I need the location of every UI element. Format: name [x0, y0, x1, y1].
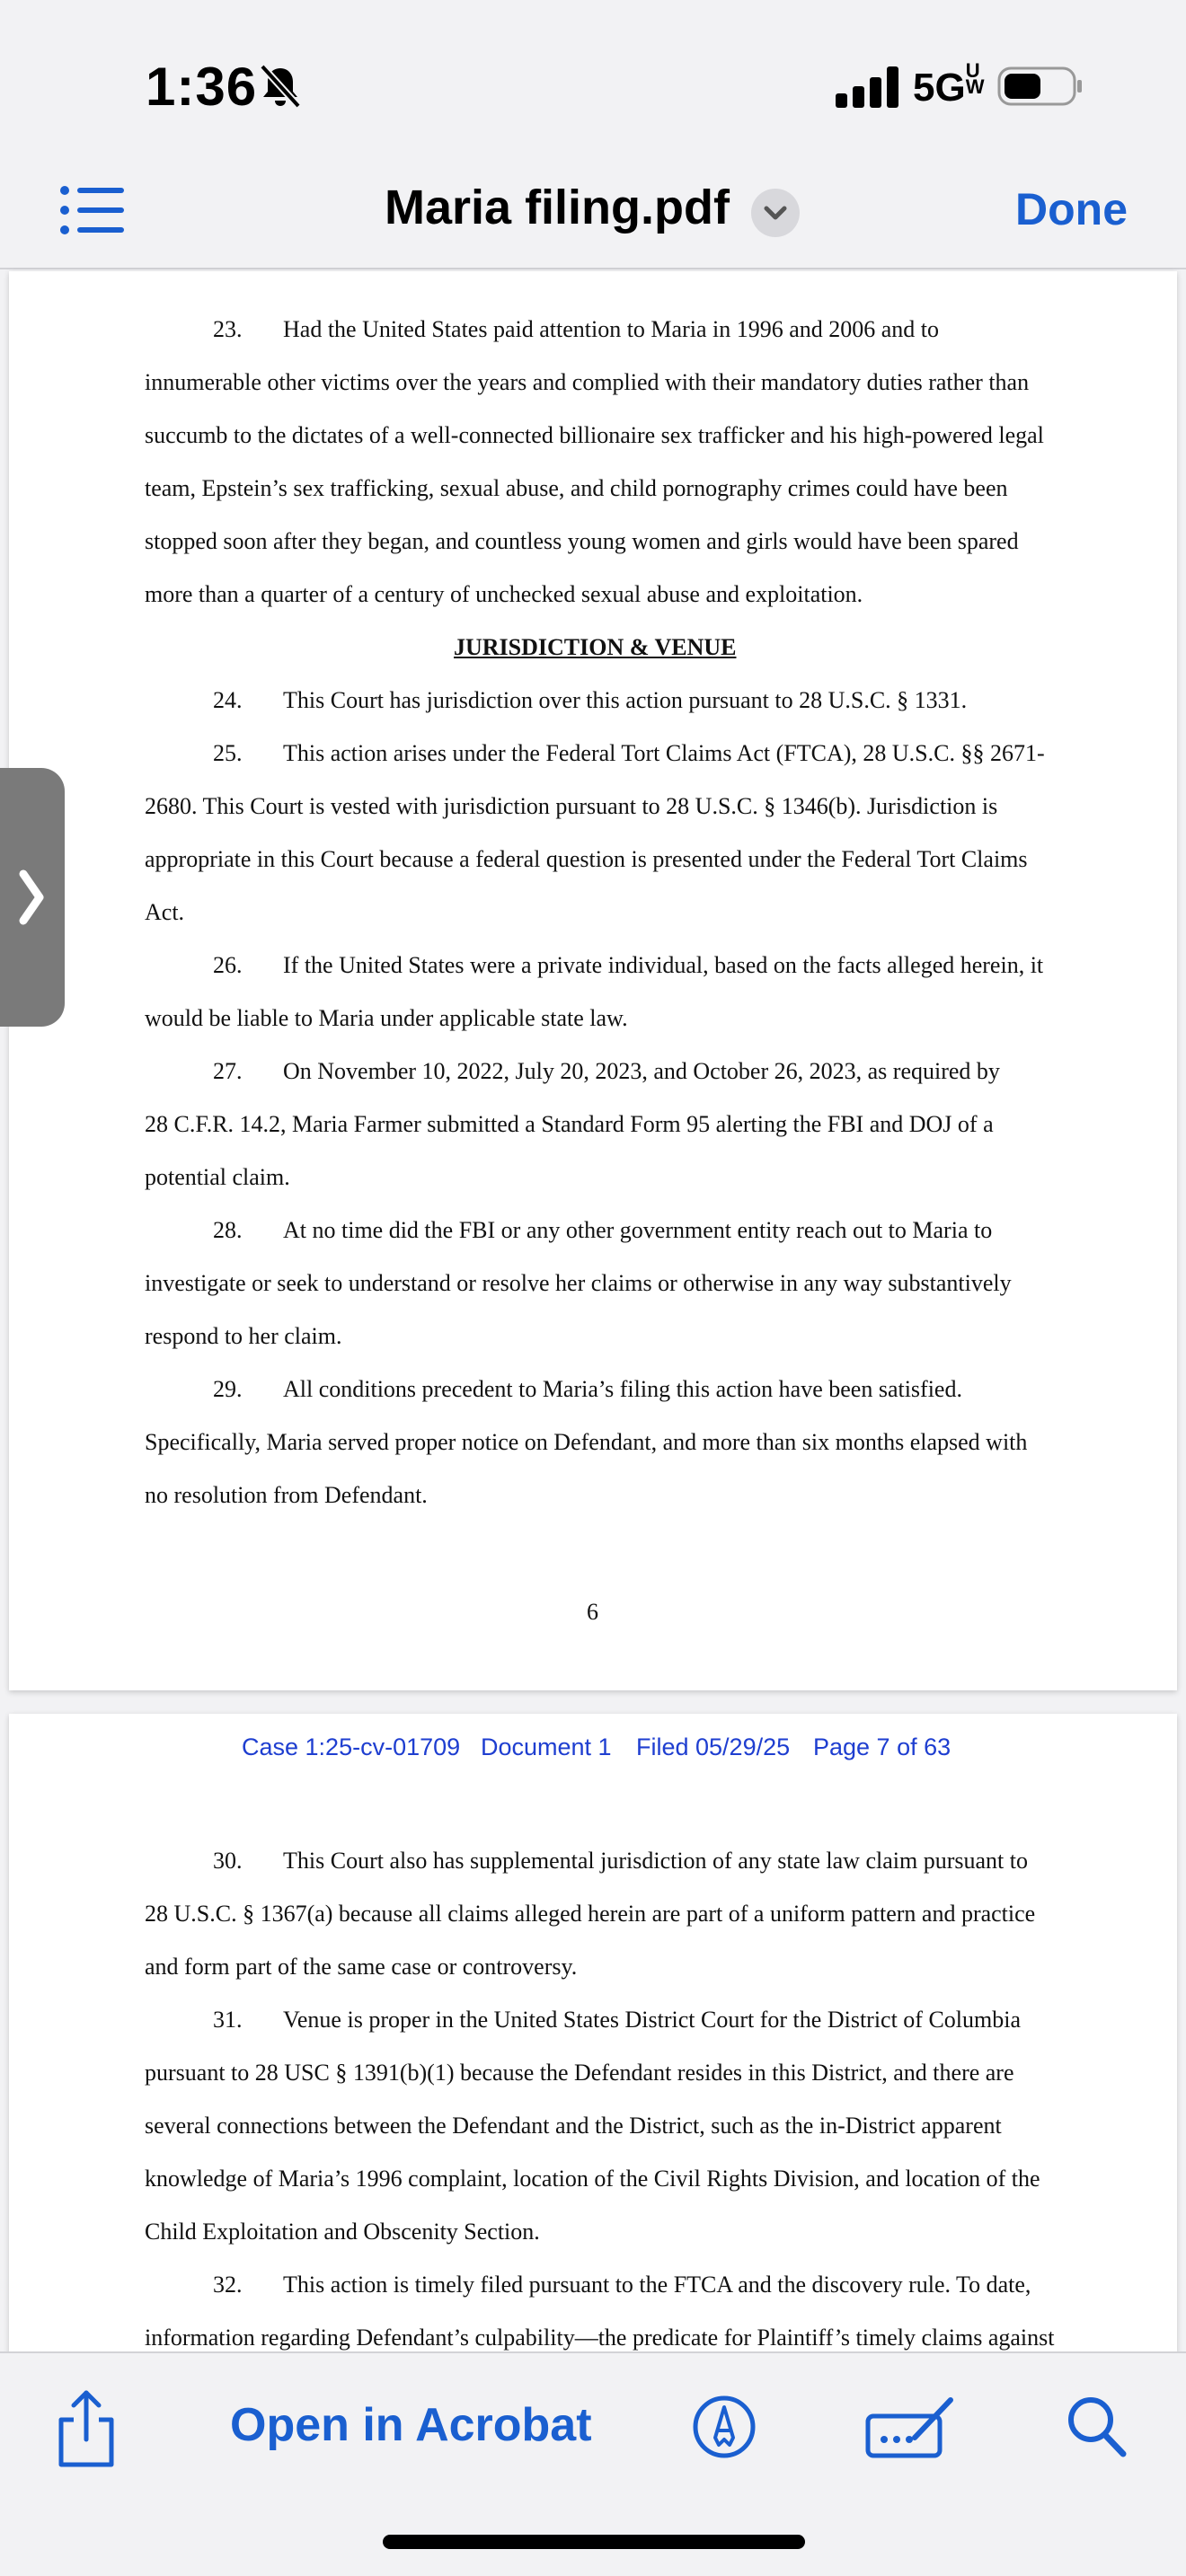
network-type: 5GU W — [913, 59, 985, 110]
paragraph-number: 25. — [213, 740, 243, 766]
home-indicator[interactable] — [383, 2535, 805, 2549]
text-line: 28 U.S.C. § 1367(a) because all claims alleged herein are part of a uniform pattern and practice — [145, 1901, 1036, 1927]
list-icon[interactable] — [59, 183, 124, 237]
paragraph-number: 31. — [213, 2007, 243, 2033]
text-line: pursuant to 28 USC § 1391(b)(1) because the Defendant resides in this District, and there are — [145, 2060, 1014, 2086]
text-line: investigate or seek to understand or resolve her claims or otherwise in any way substantively — [145, 1270, 1012, 1296]
filed-date: Filed 05/29/25 — [636, 1734, 791, 1760]
text-line: several connections between the Defendant and the District, such as the in-District apparent — [145, 2113, 1002, 2139]
text-line: more than a quarter of a century of unchecked sexual abuse and exploitation. — [145, 581, 863, 607]
chevron-down-icon — [751, 189, 800, 237]
text-line: succumb to the dictates of a well-connected billionaire sex trafficker and his high-powered legal — [145, 422, 1044, 448]
text-line: Venue is proper in the United States District Court for the District of Columbia — [283, 2007, 1022, 2033]
document-title: Maria filing.pdf — [385, 181, 730, 234]
page-count: Page 7 of 63 — [813, 1734, 951, 1760]
text-line: information regarding Defendant’s culpability—the predicate for Plaintiff’s timely claims against — [145, 2325, 1055, 2351]
text-line: If the United States were a private individual, based on the facts alleged herein, it — [283, 952, 1044, 978]
markup-icon[interactable] — [692, 2395, 757, 2459]
chevron-right-icon — [0, 768, 65, 1027]
text-line: team, Epstein’s sex trafficking, sexual abuse, and child pornography crimes could have been — [145, 475, 1008, 501]
text-line: On November 10, 2022, July 20, 2023, and October 26, 2023, as required by — [283, 1058, 1000, 1084]
text-line: This Court has jurisdiction over this action pursuant to 28 U.S.C. § 1331. — [283, 687, 968, 713]
thumbnail-drawer-tab[interactable] — [0, 768, 65, 1027]
text-line: 2680. This Court is vested with jurisdiction pursuant to 28 U.S.C. § 1346(b). Jurisdiction is — [145, 793, 998, 819]
signal-icon — [836, 66, 898, 108]
text-line: appropriate in this Court because a federal question is presented under the Federal Tort Claims — [145, 846, 1028, 872]
text-line: This action is timely filed pursuant to the FTCA and the discovery rule. To date, — [283, 2272, 1031, 2298]
nav-bar — [0, 153, 1186, 269]
paragraph-number: 28. — [213, 1217, 243, 1243]
text-line: knowledge of Maria’s 1996 complaint, location of the Civil Rights Division, and location of the — [145, 2166, 1040, 2192]
text-line: This Court also has supplemental jurisdiction of any state law claim pursuant to — [283, 1848, 1028, 1874]
text-line: and form part of the same case or controversy. — [145, 1954, 578, 1980]
document-number: Document 1 — [481, 1734, 612, 1760]
section-heading: JURISDICTION & VENUE — [454, 634, 737, 660]
open-in-acrobat-button[interactable]: Open in Acrobat — [230, 2399, 592, 2451]
share-icon[interactable] — [54, 2389, 119, 2468]
paragraph-number: 23. — [213, 316, 243, 342]
text-line: would be liable to Maria under applicable state law. — [145, 1005, 628, 1031]
bell-slash-icon — [257, 63, 304, 110]
text-line: This action arises under the Federal Tort Claims Act (FTCA), 28 U.S.C. §§ 2671- — [283, 740, 1045, 766]
done-button[interactable]: Done — [1015, 184, 1128, 234]
page-number: 6 — [587, 1599, 598, 1625]
paragraph-number: 26. — [213, 952, 243, 978]
title-menu-button[interactable] — [751, 189, 800, 237]
text-line: Had the United States paid attention to Maria in 1996 and 2006 and to — [283, 316, 940, 342]
paragraph-number: 30. — [213, 1848, 243, 1874]
status-bar — [0, 0, 1186, 153]
status-time: 1:36 — [146, 57, 258, 117]
text-line: innumerable other victims over the years and complied with their mandatory duties rather than — [145, 369, 1030, 395]
text-line: At no time did the FBI or any other government entity reach out to Maria to — [283, 1217, 993, 1243]
text-line: All conditions precedent to Maria’s filing this action have been satisfied. — [283, 1376, 962, 1402]
text-line: Child Exploitation and Obscenity Section. — [145, 2219, 540, 2245]
case-number: Case 1:25-cv-01709 — [242, 1734, 461, 1760]
paragraph-number: 29. — [213, 1376, 243, 1402]
paragraph-number: 32. — [213, 2272, 243, 2298]
paragraph-number: 24. — [213, 687, 243, 713]
text-line: no resolution from Defendant. — [145, 1482, 428, 1508]
battery-icon — [997, 65, 1084, 108]
text-line: respond to her claim. — [145, 1323, 342, 1349]
text-line: Specifically, Maria served proper notice on Defendant, and more than six months elapsed with — [145, 1429, 1028, 1455]
paragraph-number: 27. — [213, 1058, 243, 1084]
text-line: potential claim. — [145, 1164, 290, 1190]
text-line: stopped soon after they began, and countless young women and girls would have been spared — [145, 528, 1019, 554]
search-icon[interactable] — [1066, 2395, 1128, 2459]
text-line: Act. — [145, 899, 185, 925]
sign-icon[interactable] — [864, 2393, 958, 2461]
text-line: 28 C.F.R. 14.2, Maria Farmer submitted a Standard Form 95 alerting the FBI and DOJ of a — [145, 1111, 994, 1137]
